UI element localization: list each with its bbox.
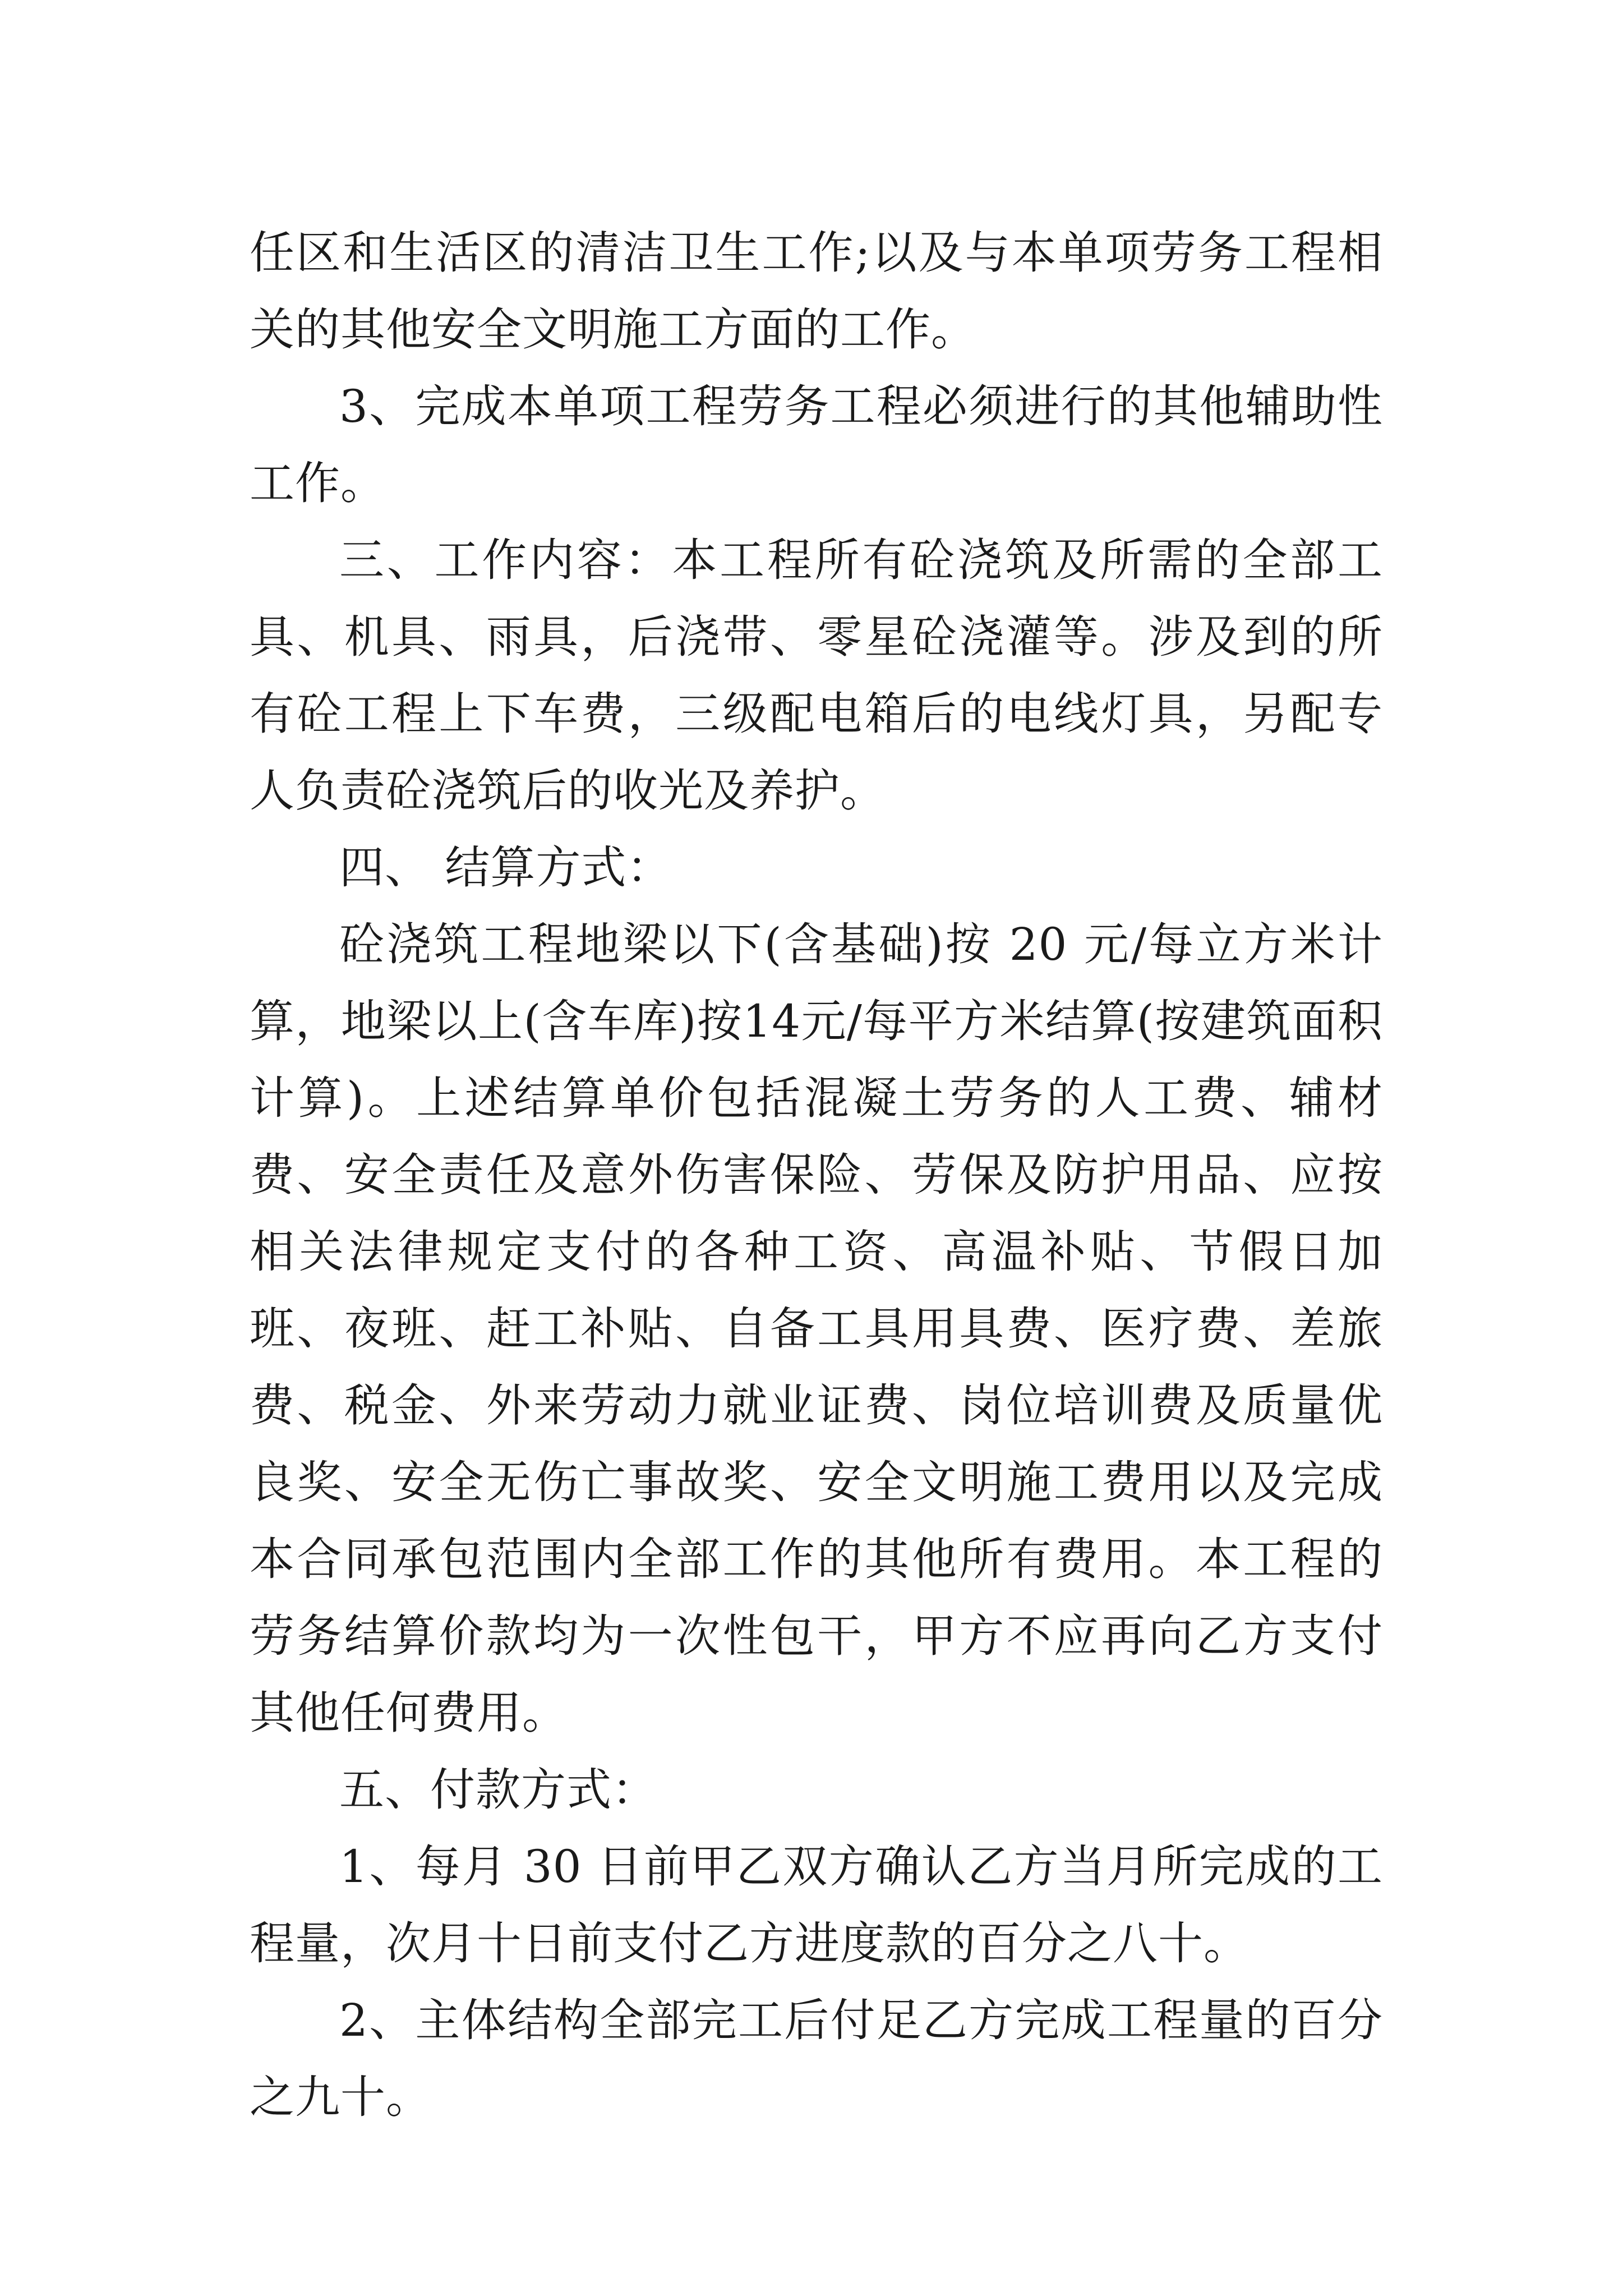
- paragraph-payment-item-2: 2、主体结构全部完工后付足乙方完成工程量的百分之九十。: [250, 1994, 1383, 2123]
- paragraph-settlement-terms: 砼浇筑工程地梁以下(含基础)按 20 元/每立方米计算，地梁以上(含车库)按14元/每平方米结算(按建筑面积计算)。上述结算单价包括混凝土劳务的人工费、辅材费、安全责任及意外伤害保险、劳保及防护用品、应按相关法律规定支付的各种工资、高温补贴、节假日加班、夜班、赶工补贴、自备工具用具费、医疗费、差旅费、税金、外来劳动力就业证费、岗位培训费及质量优良奖、安全无伤亡事故奖、安全文明施工费用以及完成本合同承包范围内全部工作的其他所有费用。本工程的劳务结算价款均为一次性包干，甲方不应再向乙方支付其他任何费用。: [250, 918, 1383, 1739]
- paragraph-continuation: 任区和生活区的清洁卫生工作;以及与本单项劳务工程相关的其他安全文明施工方面的工作。: [250, 227, 1383, 356]
- paragraph-section-5-heading: 五、付款方式：: [339, 1764, 657, 1816]
- paragraph-section-4-heading: 四、 结算方式：: [339, 841, 672, 894]
- paragraph-item-3: 3、完成本单项工程劳务工程必须进行的其他辅助性工作。: [250, 380, 1383, 509]
- paragraph-payment-item-1: 1、每月 30 日前甲乙双方确认乙方当月所完成的工程量，次月十日前支付乙方进度款的百分之八十。: [250, 1841, 1383, 1970]
- paragraph-section-3: 三、工作内容：本工程所有砼浇筑及所需的全部工具、机具、雨具，后浇带、零星砼浇灌等。涉及到的所有砼工程上下车费，三级配电箱后的电线灯具，另配专人负责砼浇筑后的收光及养护。: [250, 534, 1383, 817]
- document-body: [250, 214, 1383, 2136]
